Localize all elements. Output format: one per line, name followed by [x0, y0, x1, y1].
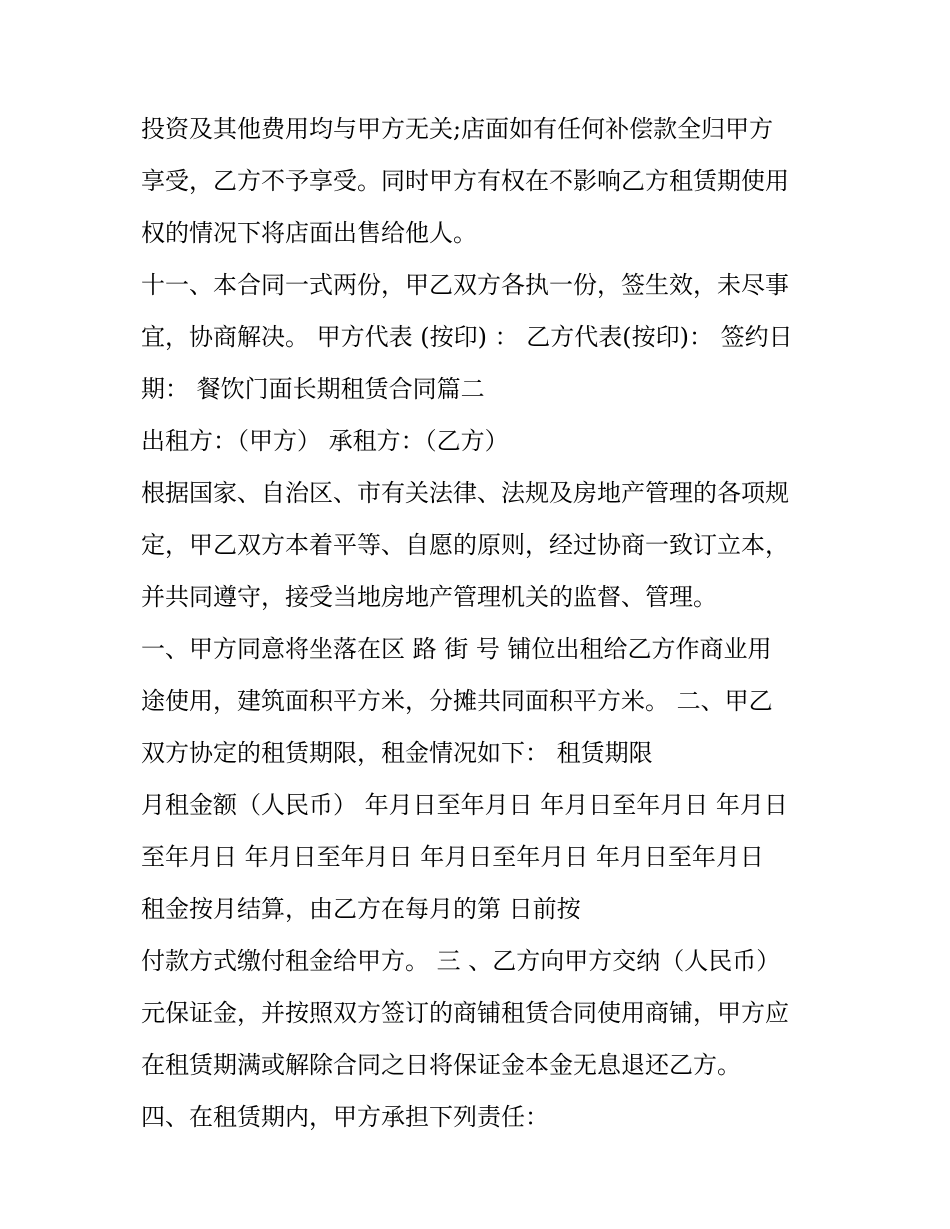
- text-line: 投资及其他费用均与甲方无关;店面如有任何补偿款全归甲方: [141, 115, 774, 143]
- text-line: 租金按月结算，由乙方在每月的第 日前按: [141, 895, 581, 923]
- text-line: 双方协定的租赁期限，租金情况如下： 租赁期限: [141, 739, 653, 767]
- text-line: 根据国家、自治区、市有关法律、法规及房地产管理的各项规: [141, 479, 789, 507]
- clause-11-line: 十一、本合同一式两份，甲乙双方各执一份，签生效，未尽事: [141, 271, 789, 299]
- text-line: 途使用，建筑面积平方米，分摊共同面积平方米。 二、甲乙: [141, 687, 773, 715]
- parties-line: 出租方：（甲方） 承租方：（乙方）: [141, 427, 509, 455]
- text-line: 并共同遵守，接受当地房地产管理机关的监督、管理。: [141, 583, 717, 611]
- text-line: 享受，乙方不予享受。同时甲方有权在不影响乙方租赁期使用: [141, 167, 789, 195]
- text-line: 宜，协商解决。 甲方代表 (按印) ： 乙方代表(按印)： 签约日: [141, 323, 793, 351]
- section-title-line: 期： 餐饮门面长期租赁合同篇二: [141, 375, 485, 403]
- text-line: 至年月日 年月日至年月日 年月日至年月日 年月日至年月日: [141, 843, 764, 871]
- text-line: 权的情况下将店面出售给他人。: [141, 219, 477, 247]
- text-line: 付款方式缴付租金给甲方。 三 、乙方向甲方交纳（人民币）: [141, 947, 781, 975]
- text-line: 在租赁期满或解除合同之日将保证金本金无息退还乙方。: [141, 1051, 741, 1079]
- text-line: 月租金额（人民币） 年月日至年月日 年月日至年月日 年月日: [141, 791, 788, 819]
- clause-4-line: 四、在租赁期内，甲方承担下列责任：: [141, 1103, 549, 1131]
- clause-1-line: 一、甲方同意将坐落在区 路 街 号 铺位出租给乙方作商业用: [141, 635, 772, 663]
- text-line: 定，甲乙双方本着平等、自愿的原则，经过协商一致订立本，: [141, 531, 789, 559]
- text-line: 元保证金，并按照双方签订的商铺租赁合同使用商铺，甲方应: [141, 999, 789, 1027]
- contract-body-text: [141, 103, 821, 1143]
